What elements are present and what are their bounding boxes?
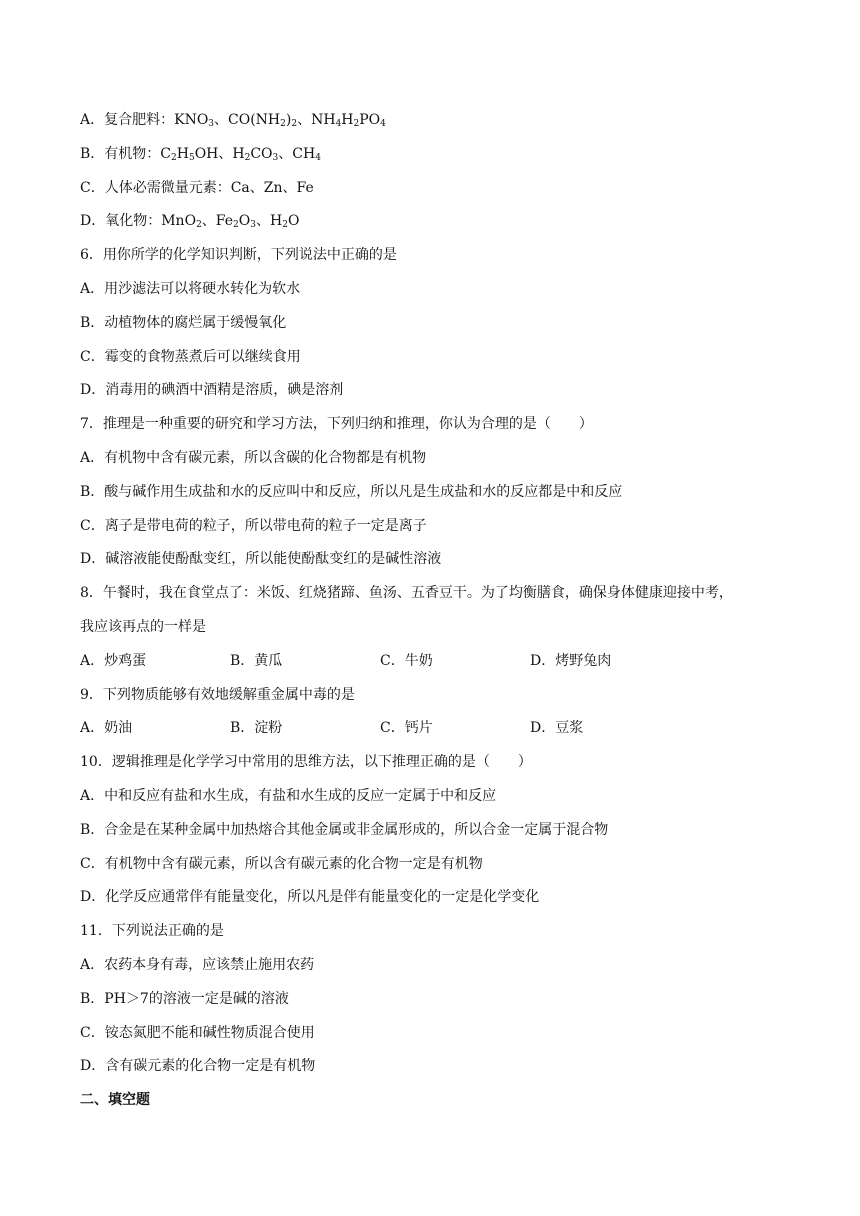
- q11-option-b[interactable]: B．PH＞7的溶液一定是碱的溶液: [80, 990, 289, 1007]
- q9-option-a[interactable]: A．奶油: [80, 720, 133, 737]
- q10-option-d[interactable]: D．化学反应通常伴有能量变化，所以凡是伴有能量变化的一定是化学变化: [80, 889, 540, 906]
- q6-option-a[interactable]: A．用沙滤法可以将硬水转化为软水: [80, 280, 301, 297]
- q7-option-c[interactable]: C．离子是带电荷的粒子，所以带电荷的粒子一定是离子: [80, 517, 427, 534]
- q11-option-c[interactable]: C．铵态氮肥不能和碱性物质混合使用: [80, 1024, 315, 1041]
- q5-option-d[interactable]: D．氧化物：MnO$_2$、$Fe_2O_3$、$H_2O$: [80, 213, 300, 231]
- q7-option-d[interactable]: D．碱溶液能使酚酞变红，所以能使酚酞变红的是碱性溶液: [80, 551, 442, 568]
- q6-stem: 6．用你所学的化学知识判断，下列说法中正确的是: [80, 247, 397, 264]
- q11-option-a[interactable]: A．农药本身有毒，应该禁止施用农药: [80, 956, 315, 973]
- q8-stem-line1: 8．午餐时，我在食堂点了：米饭、红烧猪蹄、鱼汤、五香豆干。为了均衡膳食，确保身体健康迎接中考，: [80, 585, 733, 602]
- q10-option-b[interactable]: B．合金是在某种金属中加热熔合其他金属或非金属形成的，所以合金一定属于混合物: [80, 821, 609, 838]
- q6-option-b[interactable]: B．动植物体的腐烂属于缓慢氧化: [80, 314, 287, 331]
- q9-option-b[interactable]: B．淀粉: [230, 720, 283, 737]
- q8-option-b[interactable]: B．黄瓜: [230, 652, 283, 669]
- q6-option-c[interactable]: C．霉变的食物蒸煮后可以继续食用: [80, 348, 301, 365]
- q8-options: [80, 645, 810, 679]
- q10-option-c[interactable]: C．有机物中含有碳元素，所以含有碳元素的化合物一定是有机物: [80, 855, 483, 872]
- q6-option-d[interactable]: D．消毒用的碘酒中酒精是溶质，碘是溶剂: [80, 382, 344, 399]
- q9-option-c[interactable]: C．钙片: [380, 720, 433, 737]
- q8-option-d[interactable]: D．烤野兔肉: [530, 652, 612, 669]
- q8-option-c[interactable]: C．牛奶: [380, 652, 433, 669]
- q8-option-a[interactable]: A．炒鸡蛋: [80, 652, 147, 669]
- q11-stem: 11．下列说法正确的是: [80, 923, 224, 940]
- q5-option-b[interactable]: B．有机物：$C_2H_5OH$、$H_2CO_3$、$CH_4$: [80, 145, 321, 163]
- q5-option-c[interactable]: C．人体必需微量元素：Ca、Zn、Fe: [80, 179, 314, 196]
- q10-option-a[interactable]: A．中和反应有盐和水生成，有盐和水生成的反应一定属于中和反应: [80, 787, 497, 804]
- q7-option-b[interactable]: B．酸与碱作用生成盐和水的反应叫中和反应，所以凡是生成盐和水的反应都是中和反应: [80, 483, 623, 500]
- q5-option-a[interactable]: A．复合肥料：$KNO_3$、$CO(NH_2)_2$、$NH_4H_2PO_4$: [80, 112, 386, 129]
- q8-stem-line2: 我应该再点的一样是: [80, 618, 206, 635]
- q7-option-a[interactable]: A．有机物中含有碳元素，所以含碳的化合物都是有机物: [80, 449, 427, 466]
- q9-options: [80, 712, 810, 746]
- q9-stem: 9．下列物质能够有效地缓解重金属中毒的是: [80, 686, 355, 703]
- q7-stem: 7．推理是一种重要的研究和学习方法，下列归纳和推理，你认为合理的是（ ）: [80, 416, 593, 433]
- section-heading-fill-in: 二、填空题: [80, 1092, 150, 1109]
- q10-stem: 10．逻辑推理是化学学习中常用的思维方法，以下推理正确的是（ ）: [80, 754, 532, 771]
- document-page: [80, 104, 810, 1118]
- q11-option-d[interactable]: D．含有碳元素的化合物一定是有机物: [80, 1058, 316, 1075]
- q9-option-d[interactable]: D．豆浆: [530, 720, 584, 737]
